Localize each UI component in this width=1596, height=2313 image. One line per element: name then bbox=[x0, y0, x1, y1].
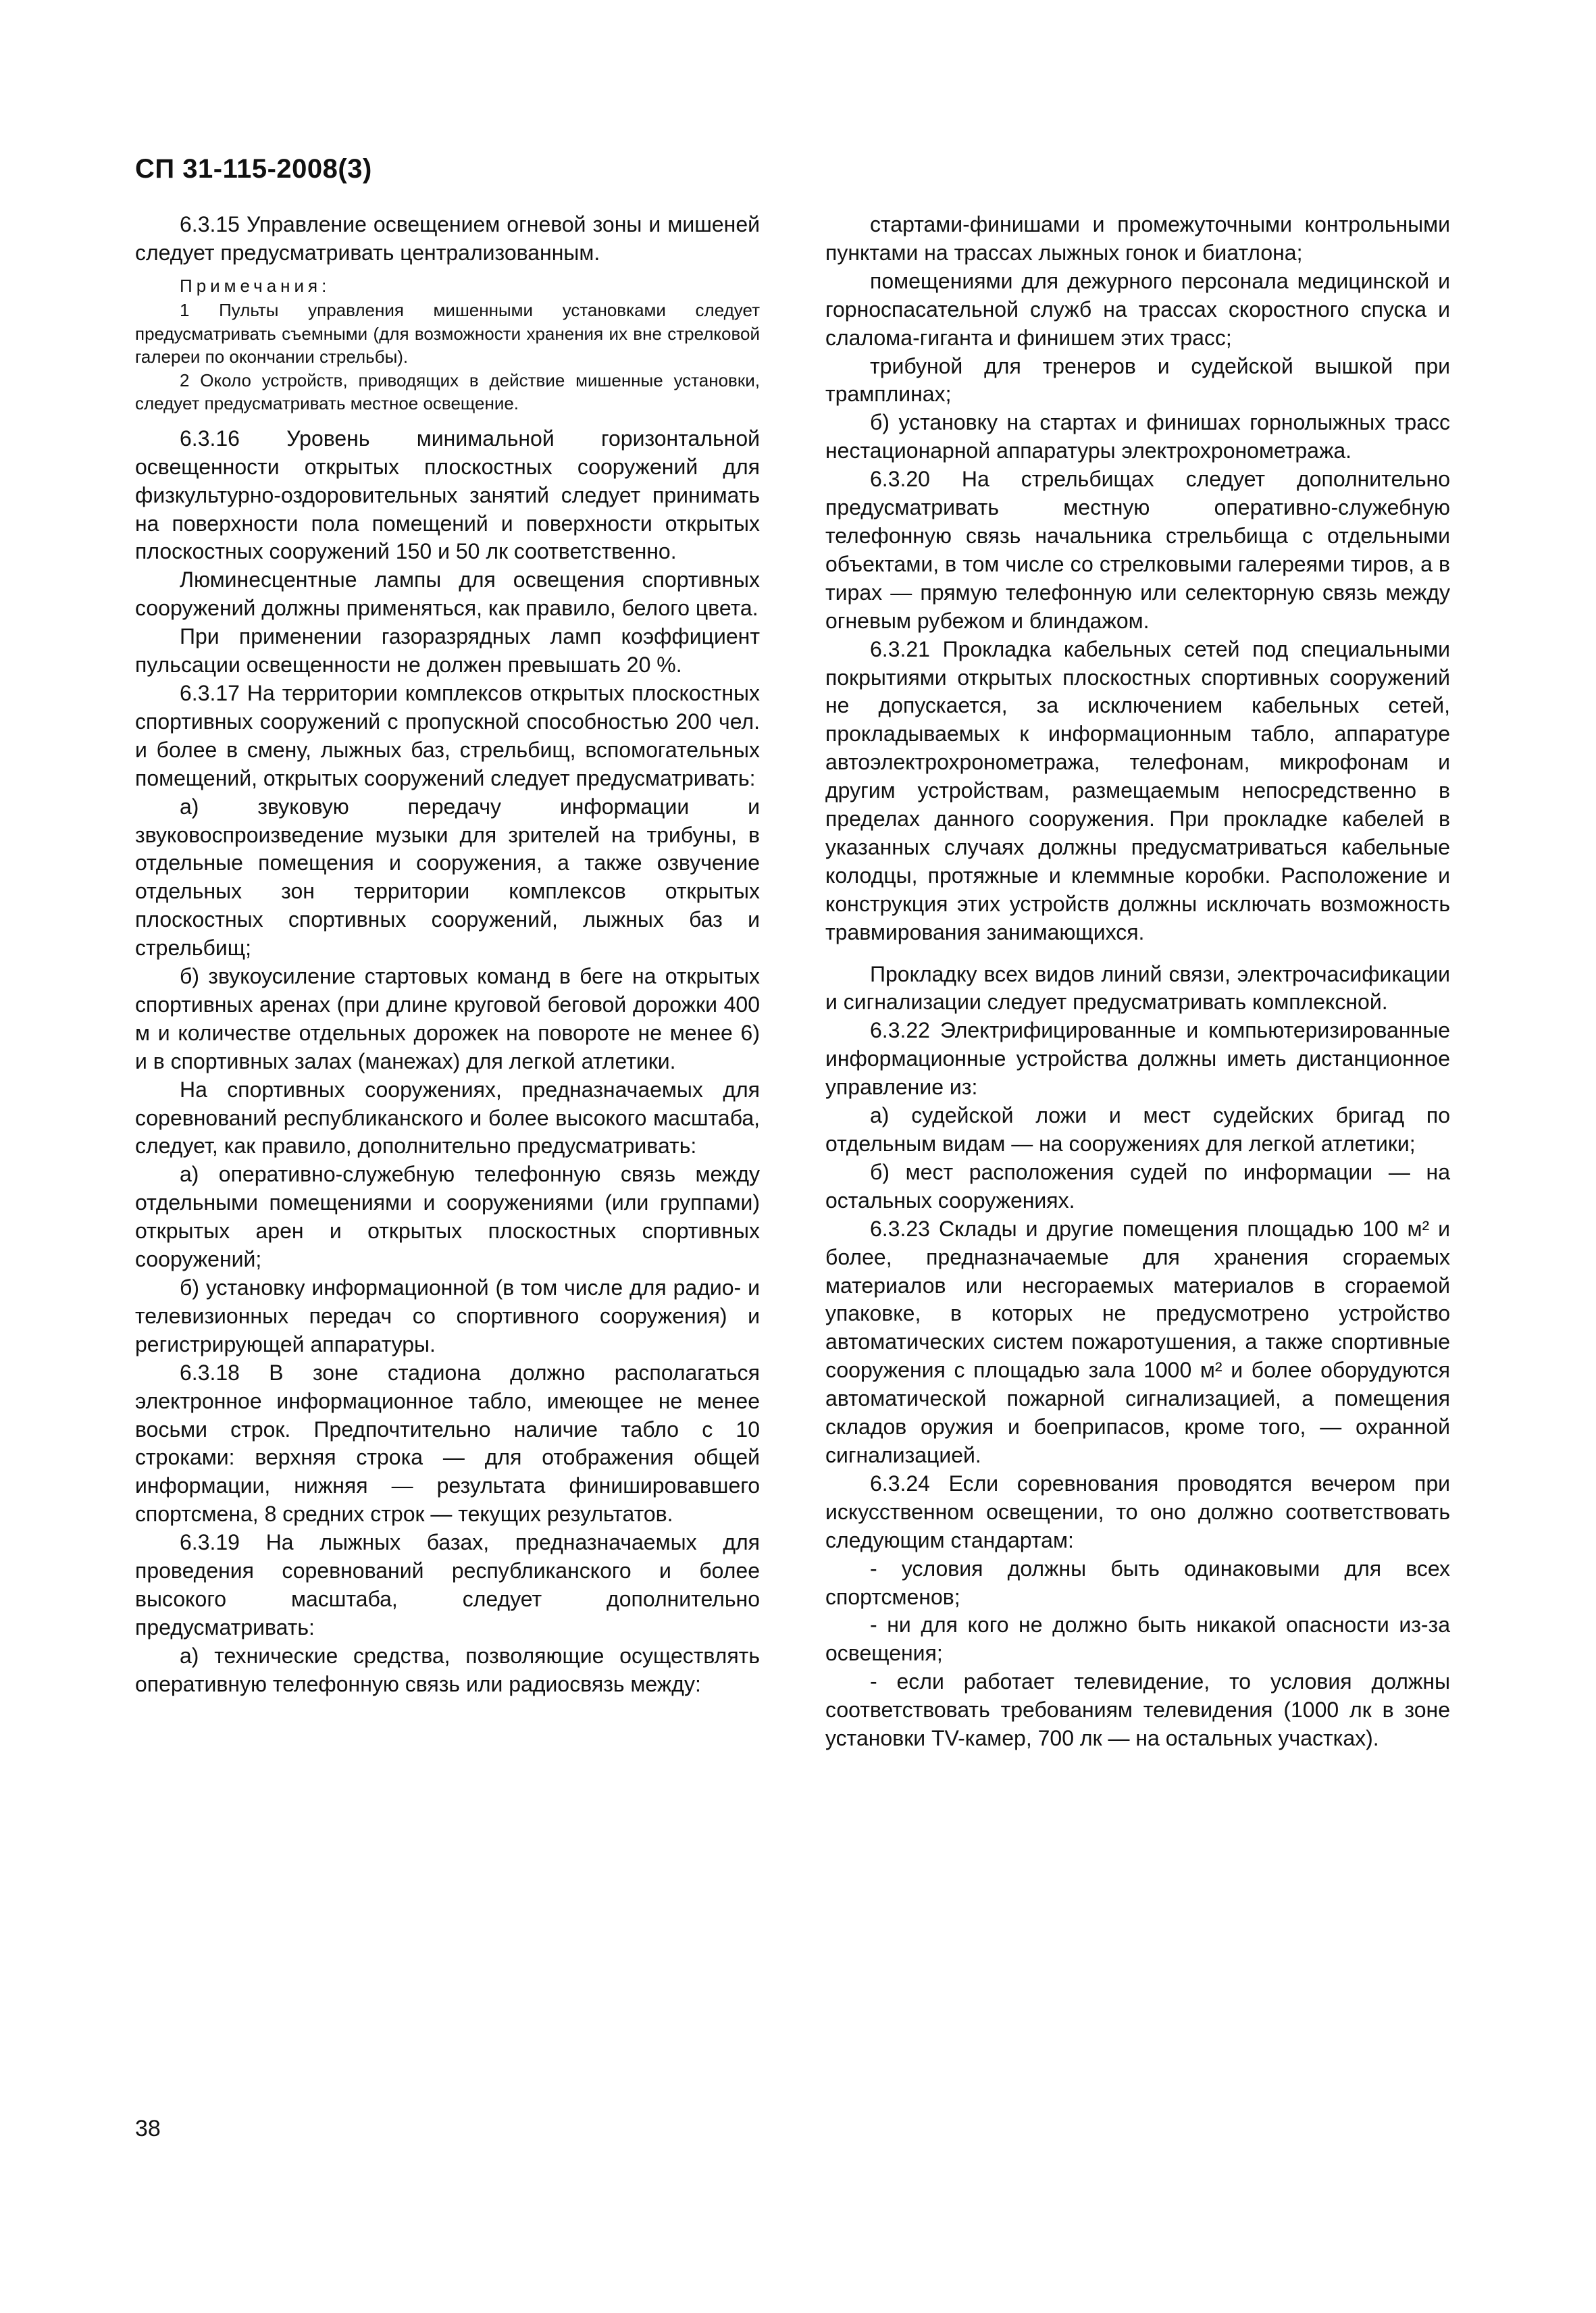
paragraph-6-3-17-b: б) звукоусиление стартовых команд в беге на открытых спортивных аренах (при длине круговой беговой дорожки 400 м и количестве отдельных дорожек на повороте не менее 6) и в спортивных залах (манежах) для легкой атлетики. bbox=[135, 964, 760, 1073]
paragraph-gas-discharge-lamps: При применении газоразрядных ламп коэффициент пульсации освещенности не должен превышать 20 %. bbox=[135, 624, 760, 678]
paragraph-fluorescent-lamps: Люминесцентные лампы для освещения спортивных сооружений должны применяться, как правило, белого цвета. bbox=[135, 567, 760, 621]
page-number: 38 bbox=[135, 2116, 161, 2141]
paragraph-6-3-21: 6.3.21 Прокладка кабельных сетей под специальными покрытиями открытых плоскостных спортивных сооружений не допускается, за исключением кабельных сетей, прокладываемых к информационным табло, аппаратуре автоэлектрохронометража, телефонам, микрофонам и другим устройствам, размещаемым непосредственно в пределах данного сооружения. При прокладке кабелей в указанных случаях должны предусматриваться кабельные колодцы, протяжные и клеммные коробки. Расположение и конструкция этих устройств должны исключать возможность травмирования занимающихся. bbox=[825, 636, 1450, 944]
paragraph-6-3-17: 6.3.17 На территории комплексов открытых плоскостных спортивных сооружений с пропускной способностью 200 чел. и более в смену, лыжных баз, стрельбищ, вспомогательных помещений, открытых сооружений следует предусматривать: bbox=[135, 680, 760, 790]
paragraph-6-3-23: 6.3.23 Склады и другие помещения площадью 100 м² и более, предназначаемые для хранения сгораемых материалов или несгораемых материалов в сгораемой упаковке, в которых не предусмотрено устройство автоматических систем пожаротушения, а также спортивные сооружения с площадью зала 1000 м² и более оборудуются автоматической пожарной сигнализацией, а помещения складов оружия и боеприпасов, кроме того, — охранной сигнализацией. bbox=[825, 1216, 1450, 1467]
list-item-television: - если работает телевидение, то условия должны соответствовать требованиям телевидения (1000 лк в зоне установки TV-камер, 700 лк — на остальных участках). bbox=[825, 1669, 1450, 1751]
list-item-equal-conditions: - условия должны быть одинаковыми для всех спортсменов; bbox=[825, 1556, 1450, 1609]
paragraph-6-3-19-a: а) технические средства, позволяющие осуществлять оперативную телефонную связь или радиосвязь между: bbox=[135, 1643, 760, 1696]
note-2: 2 Около устройств, приводящих в действие мишенные установки, следует предусматривать местное освещение. bbox=[135, 370, 760, 414]
paragraph-6-3-19: 6.3.19 На лыжных базах, предназначаемых для проведения соревнований республиканского и более высокого масштаба, следует дополнительно предусматривать: bbox=[135, 1530, 760, 1640]
notes-title: Примечания: bbox=[180, 275, 331, 296]
paragraph-6-3-17-a: а) звуковую передачу информации и звуковоспроизведение музыки для зрителей на трибуны, в отдельные помещения и сооружения, а также озвучение отдельных зон территории комплексов открытых плоскостных спортивных сооружений, лыжных баз и стрельбищ; bbox=[135, 794, 760, 961]
paragraph-6-3-20: 6.3.20 На стрельбищах следует дополнительно предусматривать местную оперативно-служебную телефонную связь начальника стрельбища с отдельными объектами, в том числе со стрелковыми галереями тиров, а в тирах — прямую телефонную или селекторную связь между огневым рубежом и блиндажом. bbox=[825, 467, 1450, 633]
paragraph-6-3-22: 6.3.22 Электрифицированные и компьютеризированные информационные устройства должны иметь дистанционное управление из: bbox=[825, 1018, 1450, 1100]
paragraph-communication-lines: Прокладку всех видов линий связи, электрочасификации и сигнализации следует предусматривать комплексной. bbox=[825, 961, 1450, 1015]
paragraph-6-3-22-a: а) судейской ложи и мест судейских бригад по отдельным видам — на сооружениях для легкой атлетики; bbox=[825, 1103, 1450, 1156]
paragraph-6-3-22-b: б) мест расположения судей по информации — на остальных сооружениях. bbox=[825, 1159, 1450, 1213]
notes-block bbox=[135, 274, 760, 415]
paragraph-competition-facilities: На спортивных сооружениях, предназначаемых для соревнований республиканского и более высокого масштаба, следует, как правило, дополнительно предусматривать: bbox=[135, 1077, 760, 1159]
note-1: 1 Пульты управления мишенными установками следует предусматривать съемными (для возможности хранения их вне стрелковой галереи по окончании стрельбы). bbox=[135, 300, 760, 367]
left-column bbox=[135, 211, 760, 1699]
paragraph-coach-stand: трибуной для тренеров и судейской вышкой при трамплинах; bbox=[825, 353, 1450, 407]
list-item-no-danger: - ни для кого не должно быть никакой опасности из-за освещения; bbox=[825, 1612, 1450, 1666]
paragraph-6-3-15: 6.3.15 Управление освещением огневой зоны и мишеней следует предусматривать централизованным. bbox=[135, 212, 760, 265]
paragraph-6-3-24: 6.3.24 Если соревнования проводятся вечером при искусственном освещении, то оно должно соответствовать следующим стандартам: bbox=[825, 1471, 1450, 1552]
paragraph-starts-finishes: стартами-финишами и промежуточными контрольными пунктами на трассах лыжных гонок и биатлона; bbox=[825, 212, 1450, 265]
paragraph-6-3-18: 6.3.18 В зоне стадиона должно располагаться электронное информационное табло, имеющее не менее восьми строк. Предпочтительно наличие табло с 10 строками: верхняя строка — для отображения общей информации, нижняя — результата финишировавшего спортсмена, 8 средних строк — текущих результатов. bbox=[135, 1360, 760, 1527]
paragraph-competition-b: б) установку информационной (в том числе для радио- и телевизионных передач со спортивного сооружения) и регистрирующей аппаратуры. bbox=[135, 1275, 760, 1356]
paragraph-6-3-16: 6.3.16 Уровень минимальной горизонтальной освещенности открытых плоскостных сооружений для физкультурно-оздоровительных занятий следует принимать на поверхности пола помещений и поверхности открытых плоскостных сооружений 150 и 50 лк соответственно. bbox=[135, 426, 760, 564]
right-column bbox=[825, 211, 1450, 1753]
paragraph-competition-a: а) оперативно-служебную телефонную связь между отдельными помещениями и сооружениями (или группами) открытых арен и открытых плоскостных спортивных сооружений; bbox=[135, 1162, 760, 1272]
document-code-header: СП 31-115-2008(3) bbox=[135, 154, 372, 184]
paragraph-6-3-19-b: б) установку на стартах и финишах горнолыжных трасс нестационарной аппаратуры электрохронометража. bbox=[825, 410, 1450, 463]
paragraph-medical-rooms: помещениями для дежурного персонала медицинской и горноспасательной служб на трассах скоростного спуска и слалома-гиганта и финишем этих трасс; bbox=[825, 268, 1450, 350]
